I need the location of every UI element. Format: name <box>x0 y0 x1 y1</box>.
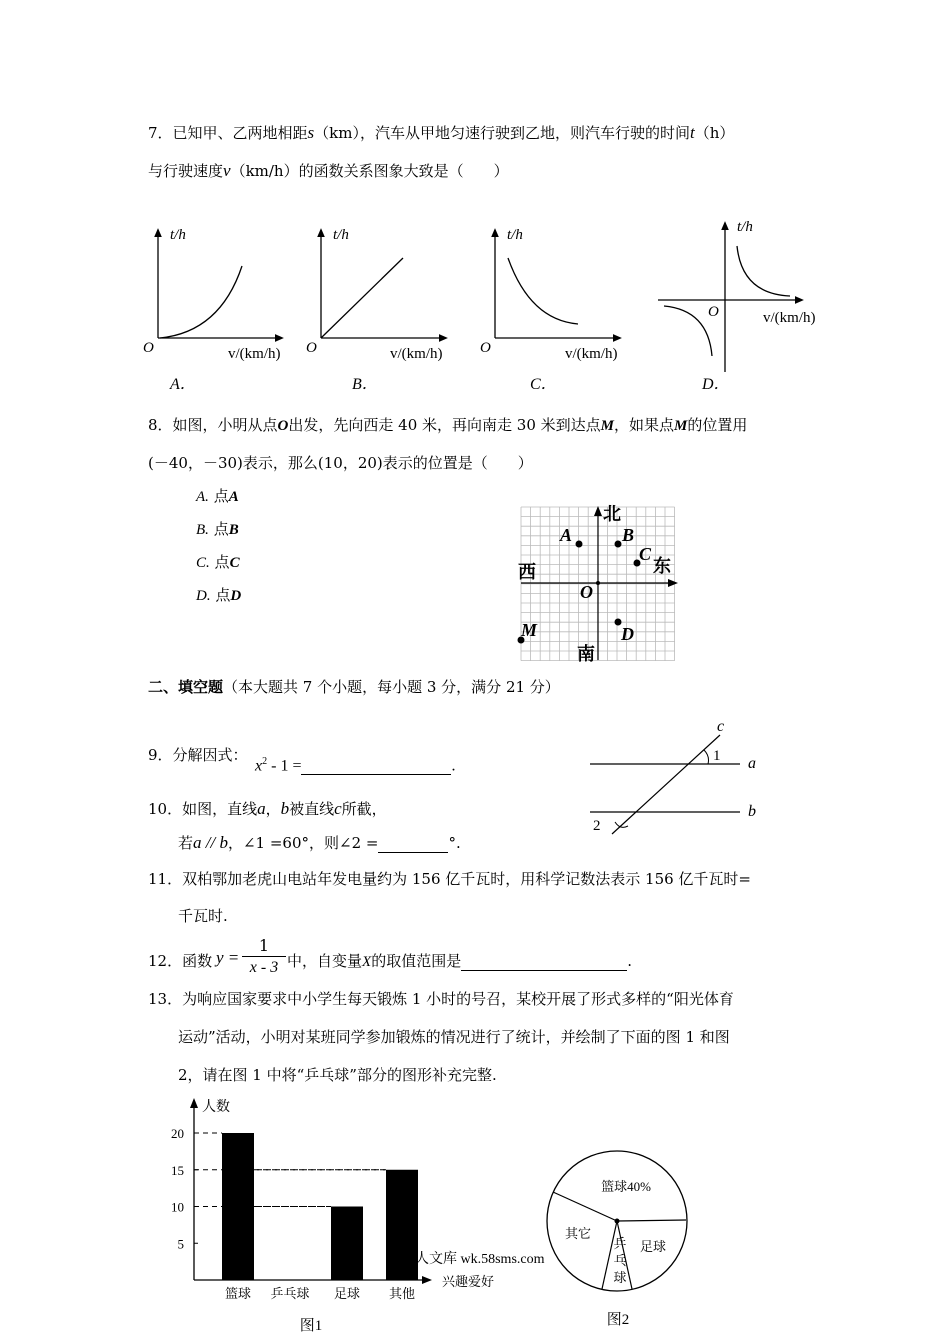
option-b-label: B． <box>352 376 378 393</box>
graph-b-origin: O <box>306 340 317 356</box>
pie-slice-label-1: 足球 <box>639 1239 667 1254</box>
graph-a-ylabel: t/h <box>170 227 186 243</box>
q9-answer-blank[interactable] <box>301 760 451 775</box>
q9: 9．分解因式： <box>148 746 248 764</box>
q8-choice-c[interactable]: C. 点C <box>196 553 240 571</box>
map-label-c: C <box>639 544 652 564</box>
q7-line1: 7．已知甲、乙两地相距s（km），汽车从甲地匀速行驶到乙地，则汽车行驶的时间t（h） <box>148 123 735 142</box>
category-label-0: 篮球 <box>224 1286 252 1301</box>
var-s: s <box>307 123 315 142</box>
chart-title: 图1 <box>299 1318 323 1334</box>
q10-line1: 10．如图，直线a，b被直线c所截， <box>148 799 387 818</box>
category-label-1: 乒乓球 <box>270 1286 310 1301</box>
q7-line2: 与行驶速度v（km/h）的函数关系图象大致是（ ） <box>148 161 509 180</box>
map-label-d: D <box>621 624 634 644</box>
graph-b-xlabel: v/(km/h) <box>390 346 443 362</box>
q13-line3: 2，请在图 1 中将“乒乓球”部分的图形补充完整. <box>178 1066 497 1084</box>
graph-a[interactable] <box>143 227 281 393</box>
map-label-b: B <box>622 525 635 545</box>
map-label-m: M <box>521 620 538 640</box>
graph-d-origin: O <box>708 304 719 320</box>
q10-line2: 若a // b，∠1 =60°，则∠2 = °. <box>178 833 461 852</box>
q9-expr: $x^2 - 1$ = . <box>255 756 456 775</box>
q8-choice-a[interactable]: A. 点A <box>196 487 239 505</box>
var-t: t <box>690 123 695 142</box>
q11-line2: 千瓦时. <box>178 907 228 925</box>
q10-answer-blank[interactable] <box>378 838 448 853</box>
map-point-o <box>596 581 600 585</box>
graph-d-ylabel: t/h <box>737 219 753 235</box>
bar-chart <box>171 1098 494 1334</box>
q8-choice-d[interactable]: D. 点D <box>196 586 242 604</box>
map-point-a <box>576 541 583 548</box>
section2-heading: 二、填空题（本大题共 7 个小题，每小题 3 分，满分 21 分） <box>148 678 560 696</box>
map-south-label: 南 <box>577 644 595 664</box>
y-tick-label-5: 5 <box>177 1236 184 1252</box>
y-tick-label-20: 20 <box>171 1126 184 1141</box>
pie-slice-label-3: 其它 <box>564 1226 592 1241</box>
q13-line1: 13．为响应国家要求中小学生每天锻炼 1 小时的号召，某校开展了形式多样的“阳光体育 <box>148 990 734 1008</box>
label-b: b <box>748 803 756 820</box>
parallel-lines-figure <box>590 718 756 834</box>
label-2: 2 <box>593 818 601 834</box>
graph-a-xlabel: v/(km/h) <box>228 346 281 362</box>
graph-d[interactable] <box>658 219 816 393</box>
q12-rest: 中，自变量X的取值范围是 . <box>287 952 632 970</box>
map-east-label: 东 <box>653 556 671 576</box>
option-a-label: A． <box>170 376 196 393</box>
graph-b-ylabel: t/h <box>333 227 349 243</box>
option-d-label: D． <box>702 376 730 393</box>
graph-c-xlabel: v/(km/h) <box>565 346 618 362</box>
q12-y: y = <box>216 948 240 967</box>
label-a: a <box>748 755 756 772</box>
graph-b[interactable] <box>306 227 444 393</box>
map-west-label: 西 <box>518 562 536 582</box>
y-tick-label-15: 15 <box>171 1162 184 1178</box>
q12-label: 12．函数 <box>148 952 213 970</box>
direction-map <box>518 504 679 664</box>
graph-c[interactable] <box>480 227 618 393</box>
graph-c-ylabel: t/h <box>507 227 523 243</box>
watermark: 人文库 wk.58sms.com <box>415 1252 545 1267</box>
map-point-b <box>615 541 622 548</box>
bar-2 <box>331 1207 363 1281</box>
bar-3 <box>386 1170 418 1280</box>
pie-slice-label-2: 乒乓球 <box>613 1236 627 1285</box>
x-axis-label: 兴趣爱好 <box>442 1274 495 1289</box>
map-label-a: A <box>560 525 573 545</box>
q12-fraction: $\frac{1}{x - 3}$ <box>242 936 286 979</box>
pie-divider-0 <box>553 1192 617 1221</box>
y-tick-label-10: 10 <box>171 1199 184 1215</box>
option-c-label: C． <box>530 376 557 393</box>
q8-line1: 8．如图，小明从点O出发，先向西走 40 米，再向南走 30 米到达点M，如果点M的位置用 <box>148 416 748 434</box>
label-c: c <box>717 718 725 735</box>
label-1: 1 <box>713 748 721 764</box>
graph-c-origin: O <box>480 340 491 356</box>
q13-line2: 运动”活动，小明对某班同学参加锻炼的情况进行了统计，并绘制了下面的图 1 和图 <box>178 1028 730 1046</box>
q11-line1: 11．双柏鄂加老虎山电站年发电量约为 156 亿千瓦时，用科学记数法表示 156 亿千瓦时= <box>148 870 751 888</box>
var-v: v <box>223 161 231 180</box>
category-label-2: 足球 <box>333 1286 361 1301</box>
category-label-3: 其他 <box>388 1286 416 1301</box>
q8-line2: (－40，－30)表示，那么(10，20)表示的位置是（ ） <box>148 454 533 472</box>
graph-d-xlabel: v/(km/h) <box>763 310 816 326</box>
q12-answer-blank[interactable] <box>461 956 627 971</box>
graph-a-origin: O <box>143 340 154 356</box>
map-label-o: O <box>580 582 593 602</box>
pie-slice-label-0: 篮球40% <box>601 1179 651 1194</box>
pie-chart <box>547 1151 687 1328</box>
y-axis-label: 人数 <box>202 1100 230 1115</box>
pie-divider-1 <box>617 1220 686 1221</box>
pie-title: 图2 <box>606 1312 630 1328</box>
map-north-label: 北 <box>603 504 621 524</box>
q8-choice-b[interactable]: B. 点B <box>196 520 239 538</box>
